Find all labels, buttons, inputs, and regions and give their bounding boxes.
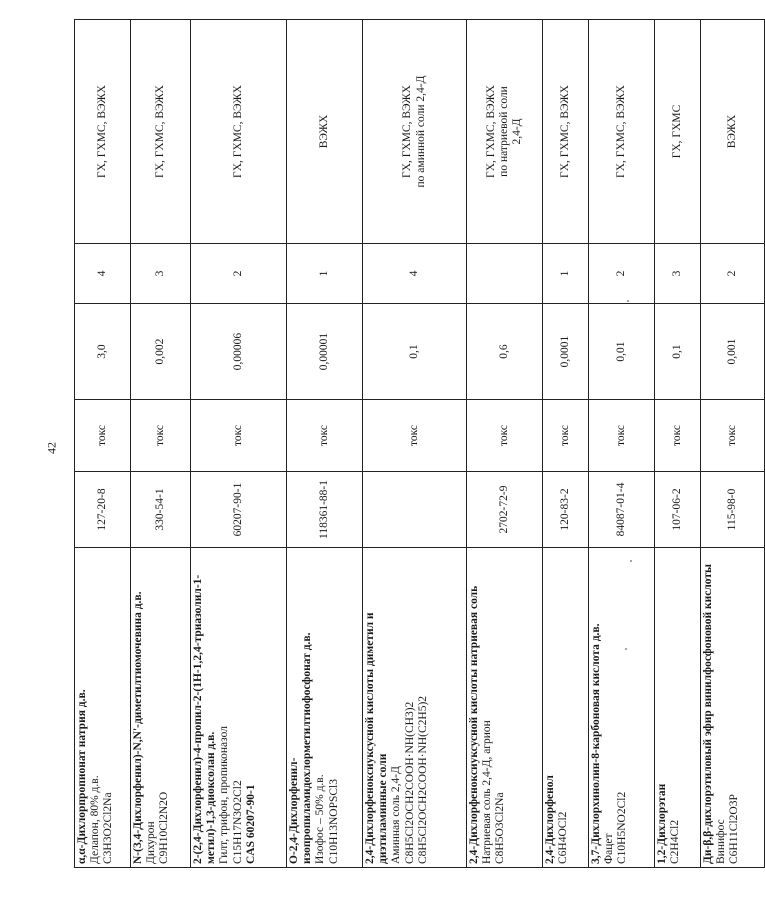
substance-name-line: Фацет [603,833,616,864]
hazard-cell: токс [589,400,655,472]
limit-value-cell: 0,002 [131,304,191,400]
cas-number-cell: 120-83-2 [543,472,589,548]
scan-speck [625,648,627,650]
hazard-class-cell: 1 [543,244,589,304]
substance-name-line: 2-(2,4-Дихлорфенил)-4-пропил-2-(1Н-1,2,4-триазолил-1-метил)-1,3-диоксолан д.в. [192,574,218,864]
cas-number-cell: 115-98-0 [701,472,765,548]
analysis-method-line: ГХ, ГХМС, ВЭЖХ [95,85,108,178]
substance-name-line: C8H5Cl2OCH2COOH·NH(C2H5)2 [416,695,429,864]
table-row [363,20,467,868]
substance-name-line: C6H11Cl2O3P [728,794,741,864]
analysis-method-line: ВЭЖХ [725,114,738,149]
cas-number-cell: 330-54-1 [131,472,191,548]
analysis-method-line: 2,4-Д [511,118,524,145]
substance-name-cell [75,548,131,868]
substance-name-line: C3H3O2Cl2Na [102,792,115,864]
hazard-cell: токс [287,400,363,472]
substance-name-line: 3,7-Дихлорхинолин-8-карбоновая кислота д.в. [590,623,602,864]
hazard-cell: токс [543,400,589,472]
analysis-method-line: ГХ, ГХМС, ВЭЖХ [153,85,166,178]
analysis-methods-cell [655,20,701,244]
analysis-method-line: по аминной соли 2,4-Д [414,75,427,188]
substance-name-cell [191,548,287,868]
substance-name-line: C6H4OCl2 [557,811,570,864]
cas-number-cell: 127-20-8 [75,472,131,548]
substance-name-cell [131,548,191,868]
analysis-method-line: ГХ, ГХМС, ВЭЖХ [231,85,244,178]
table-row [131,20,191,868]
hazard-class-cell: 3 [131,244,191,304]
page-number: 42 [44,442,59,454]
cas-number-cell: 118361-88-1 [287,472,363,548]
substance-name-cell [701,548,765,868]
analysis-method-line: ГХ, ГХМС, ВЭЖХ [401,85,414,178]
table-row [467,20,543,868]
scan-speck [627,300,629,302]
hazard-class-cell: 4 [363,244,467,304]
cas-number-cell: 107-06-2 [655,472,701,548]
substance-name-line: Ди-β,β-дихлорэтиловый эфир винилфосфоновой кислоты [702,564,714,864]
analysis-method-line: по натриевой соли [497,86,510,177]
analysis-methods-cell [363,20,467,244]
limit-value-cell: 3,0 [75,304,131,400]
analysis-methods-cell [589,20,655,244]
substance-name-line: CAS 60207-90-1 [244,784,257,864]
table-row [287,20,363,868]
hazard-class-cell: 2 [191,244,287,304]
pesticide-table [74,19,765,868]
substance-name-cell [589,548,655,868]
substance-name-line: Гилт, трифон, пропиконазол [218,726,231,864]
substance-name-cell [543,548,589,868]
hazard-class-cell [467,244,543,304]
table-row [191,20,287,868]
analysis-method-line: ГХ, ГХМС, ВЭЖХ [484,85,497,178]
limit-value-cell: 0,00006 [191,304,287,400]
analysis-method-line: ГХ, ГХМС, ВЭЖХ [614,85,627,178]
substance-name-line: 1,2-Дихлорэтан [656,783,668,864]
limit-value-cell: 0,1 [363,304,467,400]
hazard-class-cell: 2 [701,244,765,304]
analysis-method-line: ГХ, ГХМС, ВЭЖХ [558,85,571,178]
hazard-cell: токс [75,400,131,472]
substance-name-line: Делапон, 80% д.в. [89,775,102,864]
hazard-cell: токс [655,400,701,472]
table-row [543,20,589,868]
substance-name-line: α,α-Дихлорпропионат натрия д.в. [76,689,88,864]
limit-value-cell: 0,6 [467,304,543,400]
rotated-table-container [74,20,741,868]
substance-name-cell [655,548,701,868]
substance-name-line: Натриевая соль 2,4-Д, агрион [481,720,494,864]
analysis-methods-cell [131,20,191,244]
cas-number-cell: 2702-72-9 [467,472,543,548]
substance-name-line: C9H10Cl2N2O [158,791,171,864]
analysis-methods-cell [191,20,287,244]
table-row [701,20,765,868]
cas-number-cell: 60207-90-1 [191,472,287,548]
limit-value-cell: 0,0001 [543,304,589,400]
hazard-class-cell: 1 [287,244,363,304]
analysis-method-line: ГХ, ГХМС [670,104,683,159]
hazard-cell: токс [701,400,765,472]
table-row [75,20,131,868]
analysis-method-line: ВЭЖХ [317,114,330,149]
hazard-class-cell: 3 [655,244,701,304]
substance-name-line: Винифос [715,819,728,864]
substance-name-line: Дихурон [145,821,158,864]
substance-name-cell [467,548,543,868]
limit-value-cell: 0,00001 [287,304,363,400]
analysis-methods-cell [467,20,543,244]
hazard-class-cell: 2 [589,244,655,304]
hazard-cell: токс [191,400,287,472]
hazard-cell: токс [363,400,467,472]
substance-name-cell [287,548,363,868]
substance-name-cell [363,548,467,868]
cas-number-cell [363,472,467,548]
substance-name-line: N-(3,4-Дихлорфенил)-N,N'-диметилтиомочевина д.в. [132,591,144,864]
substance-name-line: C10H13NOPSCl3 [327,779,340,864]
limit-value-cell: 0,001 [701,304,765,400]
substance-name-line: Изофос – 50% д.в. [314,774,327,864]
substance-name-line: C8H5O3Cl2Na [494,792,507,864]
limit-value-cell: 0,01 [589,304,655,400]
hazard-class-cell: 4 [75,244,131,304]
analysis-methods-cell [75,20,131,244]
scan-speck [630,560,632,562]
substance-name-line: 2,4-Дихлорфеноксиуксусной кислоты натриевая соль [468,585,480,864]
substance-name-line: C8H5Cl2OCH2COOH·NH(CH3)2 [403,701,416,864]
analysis-methods-cell [287,20,363,244]
hazard-cell: токс [467,400,543,472]
analysis-methods-cell [543,20,589,244]
substance-name-line: C2H4Cl2 [669,819,682,864]
substance-name-line: Аминная соль 2,4-Д [390,766,403,864]
substance-name-line: C10H5NO2Cl2 [616,791,629,864]
substance-name-line: 2,4-Дихлорфенол [544,775,556,864]
analysis-methods-cell [701,20,765,244]
limit-value-cell: 0,1 [655,304,701,400]
substance-name-line: 2,4-Дихлорфеноксиуксусной кислоты диметил и диэтиламинные соли [364,612,390,864]
hazard-cell: токс [131,400,191,472]
table-row [655,20,701,868]
table-row [589,20,655,868]
substance-name-line: C15H17N3O2Cl2 [231,780,244,864]
cas-number-cell: 84087-01-4 [589,472,655,548]
substance-name-line: О-2,4-Дихлорфенил-изопропиламидохлорметилтиофосфонат д.в. [288,632,314,864]
